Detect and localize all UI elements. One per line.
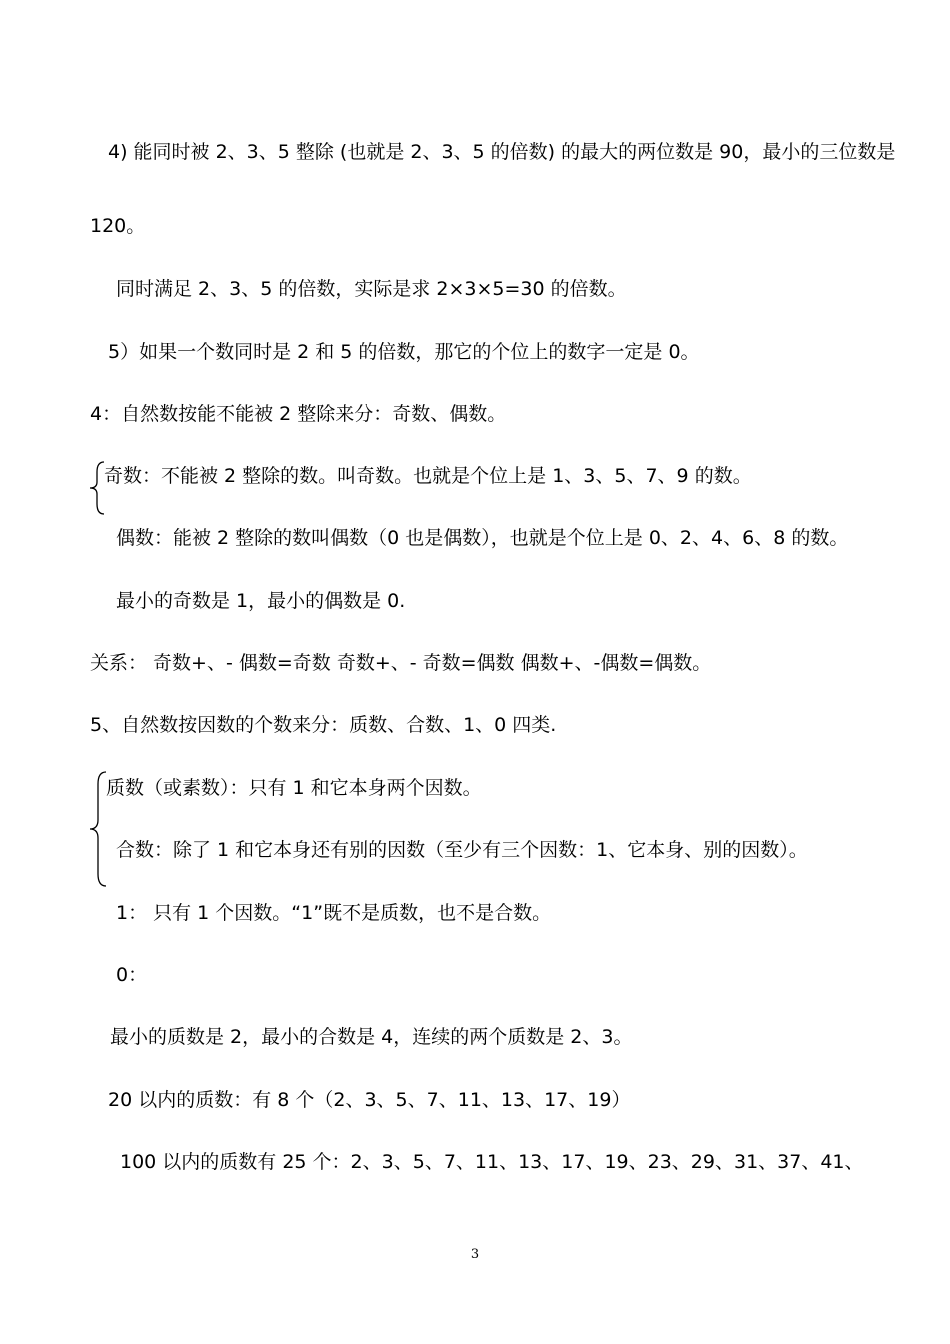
text-line-factor-classification: 5、自然数按因数的个数来分：质数、合数、1、0 四类. [90,714,557,736]
text-line-divisible-2-3-5: 4) 能同时被 2、3、5 整除 (也就是 2、3、5 的倍数) 的最大的两位数是 90，最小的三位数是 [108,141,896,163]
text-line-primes-under-20: 20 以内的质数：有 8 个（2、3、5、7、11、13、17、19） [108,1089,631,1111]
text-line-one-def: 1： 只有 1 个因数。“1”既不是质数，也不是合数。 [116,902,552,924]
text-line-smallest-prime-composite: 最小的质数是 2，最小的合数是 4，连续的两个质数是 2、3。 [110,1026,633,1048]
text-line-primes-under-100: 100 以内的质数有 25 个：2、3、5、7、11、13、17、19、23、29、31、37、41、 [120,1151,864,1173]
text-line-zero: 0： [116,964,148,986]
text-line-120: 120。 [90,215,146,237]
text-line-odd-even-heading: 4：自然数按能不能被 2 整除来分：奇数、偶数。 [90,403,507,425]
left-brace-icon [88,770,108,888]
text-line-composite-def: 合数：除了 1 和它本身还有别的因数（至少有三个因数：1、它本身、别的因数）。 [116,839,808,861]
page-number: 3 [470,1247,480,1262]
text-line-prime-def: 质数（或素数）：只有 1 和它本身两个因数。 [106,777,482,799]
text-line-smallest-odd-even: 最小的奇数是 1，最小的偶数是 0. [116,590,406,612]
text-line-multiple-of-30: 同时满足 2、3、5 的倍数，实际是求 2×3×5=30 的倍数。 [116,278,627,300]
text-line-multiple-2-and-5: 5）如果一个数同时是 2 和 5 的倍数，那它的个位上的数字一定是 0。 [108,341,700,363]
text-line-even-number-def: 偶数：能被 2 整除的数叫偶数（0 也是偶数），也就是个位上是 0、2、4、6、8 的数。 [116,527,849,549]
text-line-parity-relations: 关系： 奇数+、- 偶数=奇数 奇数+、- 奇数=偶数 偶数+、-偶数=偶数。 [90,652,712,674]
text-line-odd-number-def: 奇数：不能被 2 整除的数。叫奇数。也就是个位上是 1、3、5、7、9 的数。 [104,465,752,487]
